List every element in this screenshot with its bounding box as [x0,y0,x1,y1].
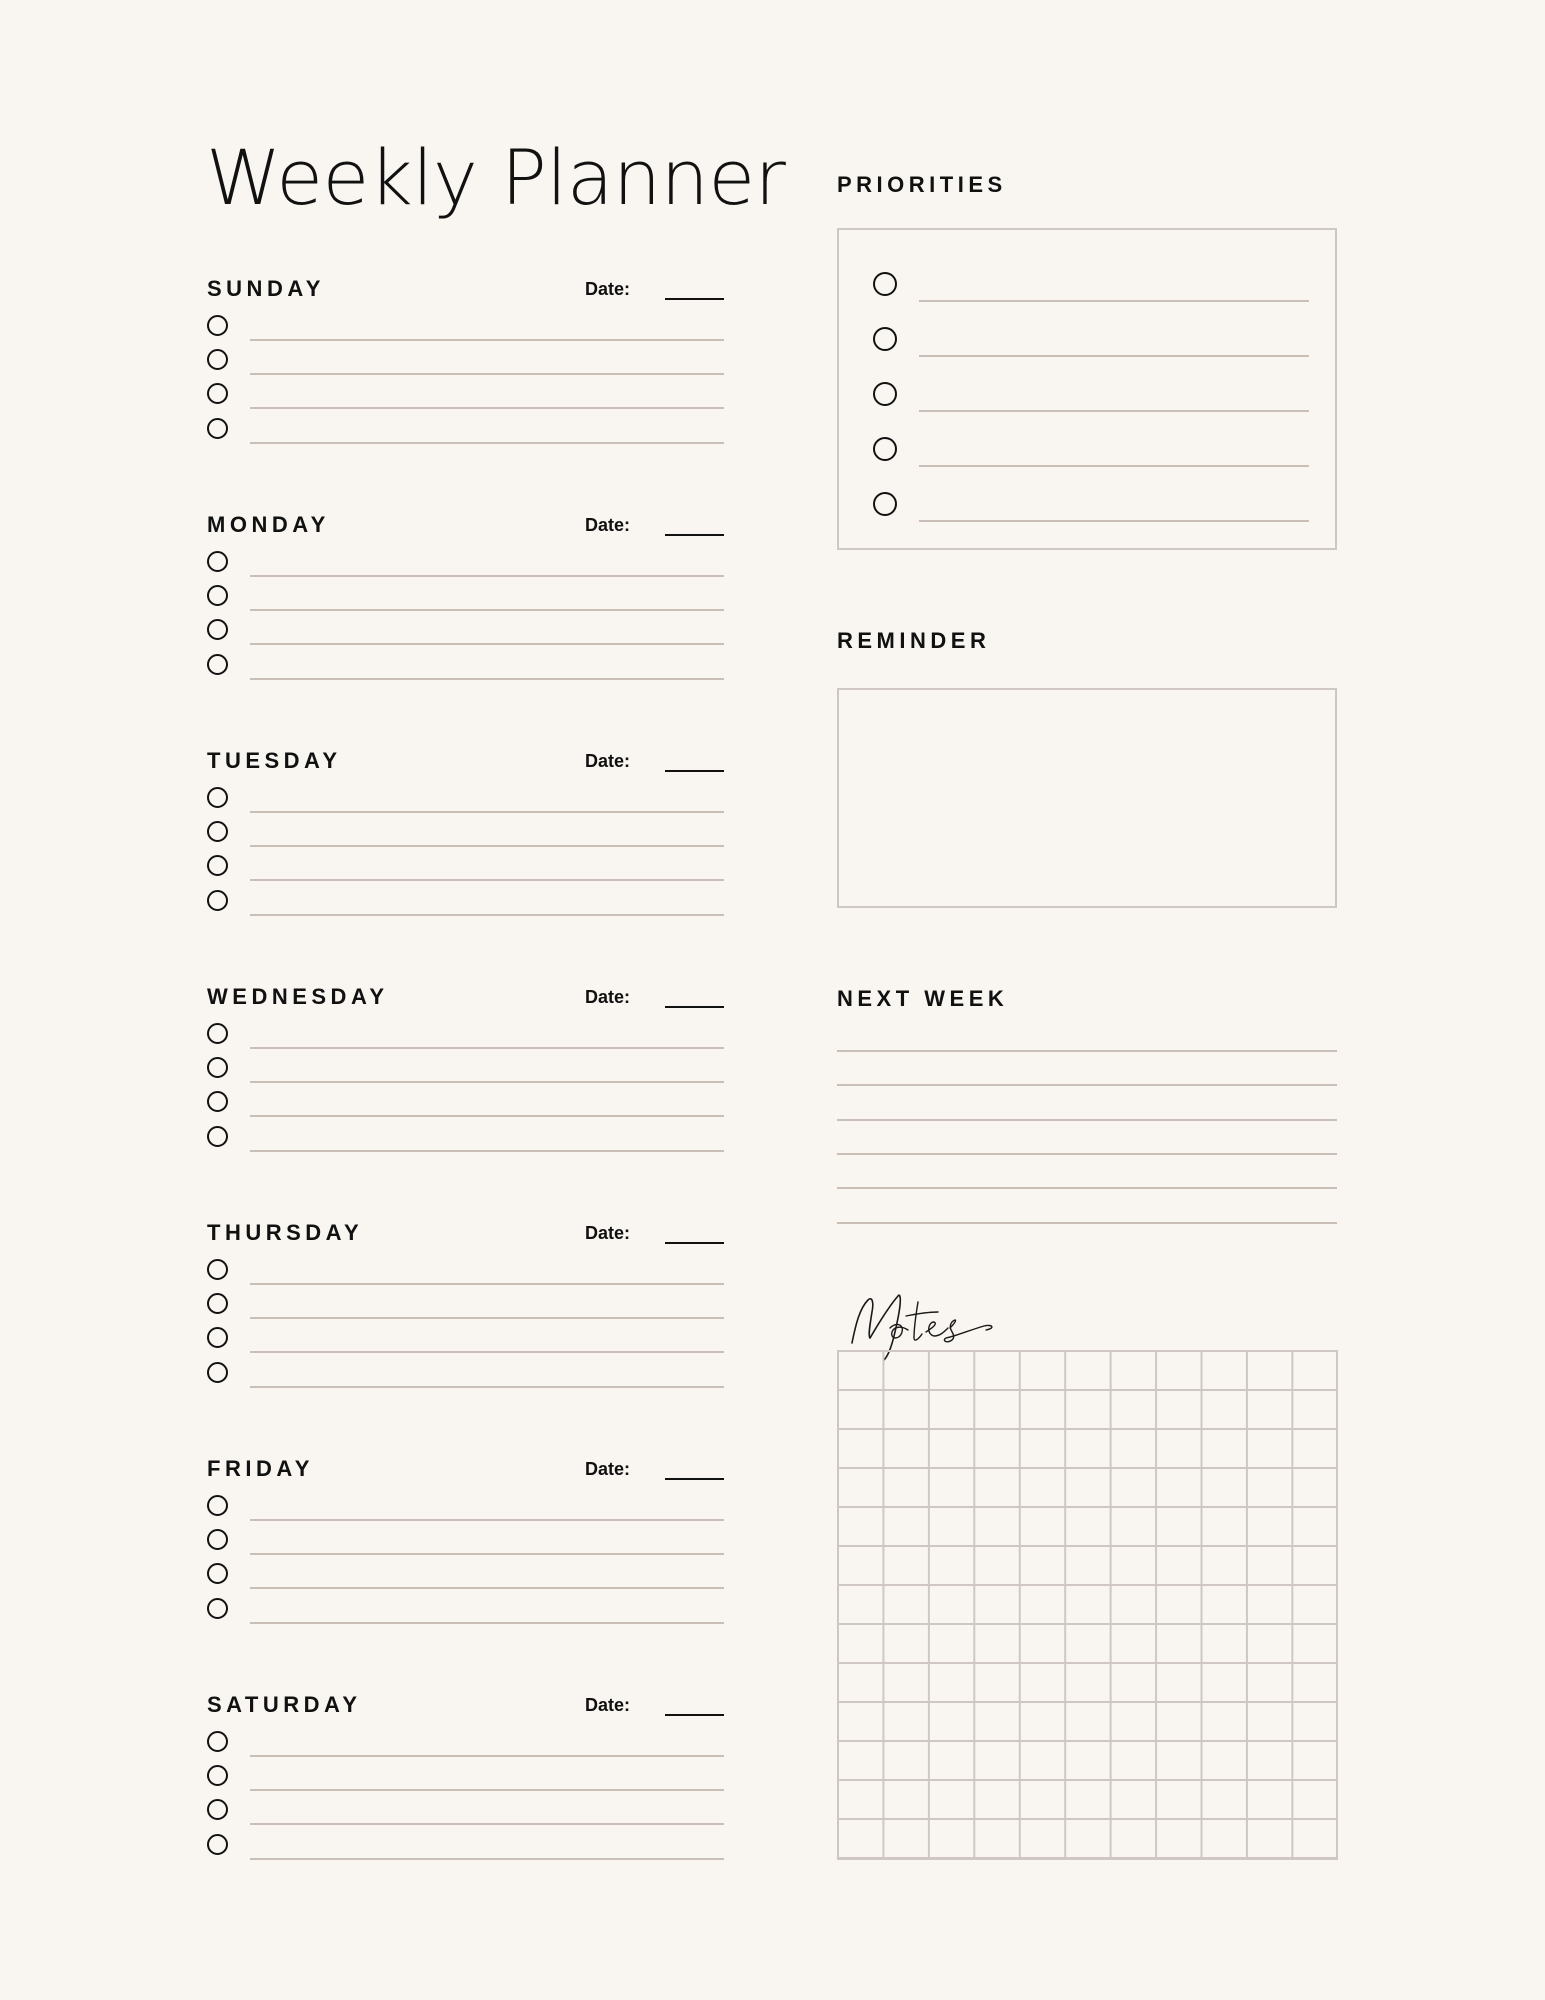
task-line[interactable] [250,442,724,444]
task-line[interactable] [250,1858,724,1860]
priority-row [873,437,1313,467]
task-row [207,349,727,375]
task-checkbox[interactable] [207,1563,228,1584]
day-name: SATURDAY [207,1692,362,1717]
task-checkbox[interactable] [207,1259,228,1280]
day-wednesday [207,986,727,1186]
next-week-heading: NEXT WEEK [837,986,1009,1011]
task-row [207,1799,727,1825]
date-label: Date: [585,279,631,299]
task-checkbox[interactable] [207,1731,228,1752]
task-row [207,619,727,645]
date-label: Date: [585,1223,631,1243]
day-monday [207,514,727,714]
priority-row [873,492,1313,522]
task-line[interactable] [250,811,724,813]
task-checkbox[interactable] [207,821,228,842]
task-row [207,585,727,611]
task-line[interactable] [250,1317,724,1319]
task-row [207,1834,727,1860]
task-line[interactable] [250,1150,724,1152]
priority-checkbox[interactable] [873,492,897,516]
task-row [207,383,727,409]
next-week-line[interactable] [837,1222,1337,1224]
task-checkbox[interactable] [207,1057,228,1078]
reminder-box[interactable] [837,688,1337,908]
task-row [207,654,727,680]
next-week-line[interactable] [837,1153,1337,1155]
task-checkbox[interactable] [207,1293,228,1314]
task-row [207,1023,727,1049]
task-line[interactable] [250,373,724,375]
task-line[interactable] [250,1115,724,1117]
task-checkbox[interactable] [207,1126,228,1147]
priority-line[interactable] [919,410,1309,412]
task-checkbox[interactable] [207,551,228,572]
task-checkbox[interactable] [207,890,228,911]
task-line[interactable] [250,1081,724,1083]
priority-row [873,327,1313,357]
task-line[interactable] [250,1351,724,1353]
task-checkbox[interactable] [207,1327,228,1348]
task-row [207,1362,727,1388]
task-checkbox[interactable] [207,418,228,439]
date-label: Date: [585,1695,631,1715]
day-friday [207,1458,727,1658]
priority-line[interactable] [919,300,1309,302]
task-line[interactable] [250,1755,724,1757]
task-checkbox[interactable] [207,585,228,606]
next-week-line[interactable] [837,1119,1337,1121]
priority-row [873,382,1313,412]
day-thursday [207,1222,727,1422]
task-row [207,855,727,881]
task-line[interactable] [250,1386,724,1388]
task-row [207,1259,727,1285]
task-line[interactable] [250,643,724,645]
task-line[interactable] [250,879,724,881]
task-row [207,1293,727,1319]
task-row [207,1327,727,1353]
priority-line[interactable] [919,520,1309,522]
notes-grid[interactable] [837,1350,1338,1860]
day-tuesday [207,750,727,950]
task-checkbox[interactable] [207,1091,228,1112]
task-row [207,787,727,813]
date-label: Date: [585,515,631,535]
task-line[interactable] [250,1587,724,1589]
date-label: Date: [585,751,631,771]
next-week-line[interactable] [837,1050,1337,1052]
task-row [207,1091,727,1117]
day-saturday [207,1694,727,1894]
priority-row [873,272,1313,302]
task-row [207,1126,727,1152]
task-checkbox[interactable] [207,383,228,404]
task-checkbox[interactable] [207,855,228,876]
task-checkbox[interactable] [207,654,228,675]
date-field[interactable] [665,534,724,536]
task-row [207,315,727,341]
task-row [207,1529,727,1555]
next-week-line[interactable] [837,1187,1337,1189]
priorities-heading: PRIORITIES [837,172,1007,197]
task-line[interactable] [250,914,724,916]
task-row [207,551,727,577]
date-field[interactable] [665,1714,724,1716]
task-checkbox[interactable] [207,1598,228,1619]
task-line[interactable] [250,1823,724,1825]
date-field[interactable] [665,1006,724,1008]
priority-checkbox[interactable] [873,382,897,406]
priority-checkbox[interactable] [873,437,897,461]
task-checkbox[interactable] [207,349,228,370]
task-line[interactable] [250,407,724,409]
task-checkbox[interactable] [207,1529,228,1550]
task-line[interactable] [250,339,724,341]
task-line[interactable] [250,678,724,680]
task-line[interactable] [250,1047,724,1049]
day-name: MONDAY [207,512,330,537]
date-label: Date: [585,1459,631,1479]
task-checkbox[interactable] [207,1495,228,1516]
priority-line[interactable] [919,465,1309,467]
task-row [207,1495,727,1521]
task-line[interactable] [250,1553,724,1555]
task-line[interactable] [250,575,724,577]
priority-checkbox[interactable] [873,327,897,351]
task-line[interactable] [250,1519,724,1521]
task-checkbox[interactable] [207,1765,228,1786]
priority-line[interactable] [919,355,1309,357]
task-checkbox[interactable] [207,787,228,808]
task-line[interactable] [250,845,724,847]
day-name: SUNDAY [207,276,325,301]
task-checkbox[interactable] [207,1799,228,1820]
page-title: Weekly Planner [206,133,786,222]
task-line[interactable] [250,1622,724,1624]
task-row [207,821,727,847]
task-checkbox[interactable] [207,619,228,640]
task-row [207,418,727,444]
task-row [207,1598,727,1624]
task-line[interactable] [250,609,724,611]
date-field[interactable] [665,1478,724,1480]
date-field[interactable] [665,298,724,300]
priority-checkbox[interactable] [873,272,897,296]
date-field[interactable] [665,1242,724,1244]
task-row [207,1057,727,1083]
reminder-heading: REMINDER [837,628,991,653]
next-week-line[interactable] [837,1084,1337,1086]
day-name: WEDNESDAY [207,984,389,1009]
date-label: Date: [585,987,631,1007]
date-field[interactable] [665,770,724,772]
task-checkbox[interactable] [207,1023,228,1044]
day-name: FRIDAY [207,1456,314,1481]
task-checkbox[interactable] [207,1362,228,1383]
day-sunday [207,278,727,478]
priorities-box [837,228,1337,550]
task-checkbox[interactable] [207,1834,228,1855]
day-name: TUESDAY [207,748,342,773]
task-line[interactable] [250,1283,724,1285]
task-row [207,890,727,916]
task-checkbox[interactable] [207,315,228,336]
task-row [207,1563,727,1589]
task-row [207,1765,727,1791]
task-row [207,1731,727,1757]
day-name: THURSDAY [207,1220,364,1245]
task-line[interactable] [250,1789,724,1791]
